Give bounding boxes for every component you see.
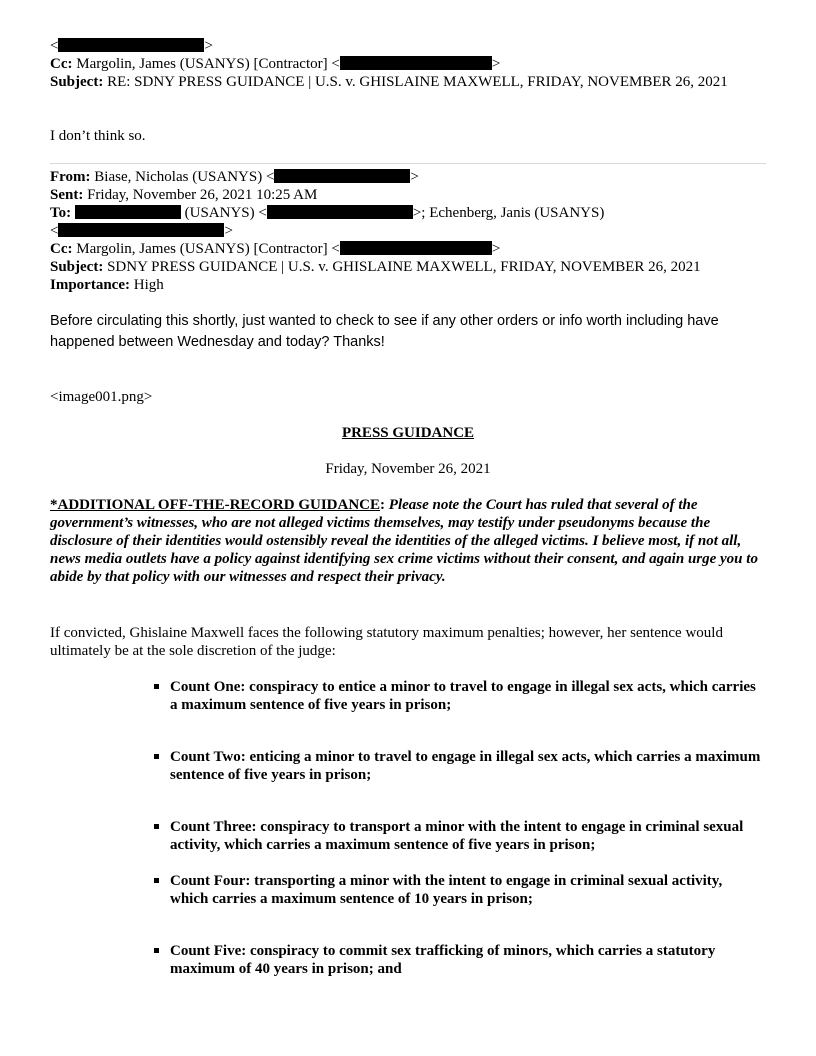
subject-label: Subject:: [50, 259, 104, 275]
off-the-record-guidance: *ADDITIONAL OFF-THE-RECORD GUIDANCE: Please note the Court has ruled that several of the government’s witnesses, who are not alleged victims themselves, may testify under pseudonyms because the disclosure of their identities would ostensibly reveal the identities of the alleged victims. I believe most, if not all, news media outlets have a policy against identifying sex crime victims without their consent, and again urge you to abide by that policy with our witnesses and respect their privacy.: [50, 497, 758, 585]
otr-label: *ADDITIONAL OFF-THE-RECORD GUIDANCE: [50, 497, 381, 513]
body-text: Before circulating this shortly, just wanted to check to see if any other orders or info worth including have happened between Wednesday and today? Thanks!: [50, 313, 719, 350]
bullet-icon: [154, 684, 159, 689]
cc-line: Cc: Margolin, James (USANYS) [Contractor] < >: [50, 56, 501, 72]
counts-list: [152, 678, 764, 714]
counts-list: [152, 872, 764, 908]
from-label: From:: [50, 169, 91, 185]
redaction-block: [274, 169, 410, 183]
otr-text: Please note the Court has ruled that several of the government’s witnesses, who are not alleged victims themselves, may testify under pseudonyms because the disclosure of their identities would ostensibly reveal the identities of the alleged victims. I believe most, if not all, news media outlets have a policy against identifying sex crime victims without their consent, and again urge you to abide by that policy with our witnesses and respect their privacy.: [50, 497, 758, 585]
cc-label: Cc:: [50, 56, 73, 72]
to-line: [50, 204, 766, 222]
redaction-block: [58, 223, 224, 237]
list-item: Count One: conspiracy to entice a minor to travel to engage in illegal sex acts, which carries a maximum sentence of five years in prison;: [152, 678, 764, 714]
bullet-icon: [154, 824, 159, 829]
counts-list: [152, 818, 764, 854]
guidance-date: Friday, November 26, 2021: [325, 461, 491, 477]
counts-list: [152, 748, 764, 784]
recipient-continuation: < >: [50, 38, 213, 54]
to-label: To:: [50, 205, 72, 221]
list-item: Count Three: conspiracy to transport a minor with the intent to engage in criminal sexual activity, which carries a maximum sentence of five years in prison;: [152, 818, 764, 854]
cc-name: Margolin, James (USANYS) [Contractor] <: [76, 56, 340, 72]
from-name: Biase, Nicholas (USANYS) <: [94, 169, 275, 185]
sent-line: [50, 186, 766, 204]
redaction-block: [58, 38, 204, 52]
list-item: Count Five: conspiracy to commit sex trafficking of minors, which carries a statutory maximum of 40 years in prison; and: [152, 942, 764, 978]
subject-text: SDNY PRESS GUIDANCE | U.S. v. GHISLAINE MAXWELL, FRIDAY, NOVEMBER 26, 2021: [107, 259, 701, 275]
to-continuation: < >: [50, 223, 233, 239]
redaction-block: [267, 205, 413, 219]
reply-text: I don’t think so.: [50, 128, 146, 144]
redaction-block: [340, 241, 492, 255]
guidance-title: PRESS GUIDANCE: [341, 425, 475, 441]
importance-label: Importance:: [50, 277, 130, 293]
from-line: From: Biase, Nicholas (USANYS) < >: [50, 169, 419, 185]
sent-label: Sent:: [50, 187, 84, 203]
redaction-block: [340, 56, 492, 70]
list-item: Count Four: transporting a minor with the intent to engage in criminal sexual activity, which carries a maximum sentence of 10 years in prison;: [152, 872, 764, 908]
subject-line: [50, 73, 766, 91]
importance-value: High: [133, 277, 164, 293]
subject-text: RE: SDNY PRESS GUIDANCE | U.S. v. GHISLAINE MAXWELL, FRIDAY, NOVEMBER 26, 2021: [107, 74, 728, 90]
to-rest: >; Echenberg, Janis (USANYS): [412, 205, 605, 221]
penalties-intro: If convicted, Ghislaine Maxwell faces the following statutory maximum penalties; however, her sentence would ultimately be at the sole discretion of the judge:: [50, 625, 723, 659]
redaction-block: [75, 205, 181, 219]
importance-line: [50, 276, 766, 294]
cc-name: Margolin, James (USANYS) [Contractor] <: [76, 241, 340, 257]
bullet-icon: [154, 948, 159, 953]
subject-line-original: [50, 258, 766, 276]
cc-line-original: Cc: Margolin, James (USANYS) [Contractor] < >: [50, 241, 501, 257]
list-item: Count Two: enticing a minor to travel to engage in illegal sex acts, which carries a maximum sentence of five years in prison;: [152, 748, 764, 784]
sent-value: Friday, November 26, 2021 10:25 AM: [87, 187, 318, 203]
email-header-reply: [50, 37, 766, 91]
counts-list: [152, 942, 764, 978]
message-divider: [50, 163, 766, 164]
attachment-placeholder: <image001.png>: [50, 389, 153, 405]
email-header-original: [50, 168, 766, 294]
bullet-icon: [154, 754, 159, 759]
to-mid: (USANYS) <: [184, 205, 267, 221]
cc-label: Cc:: [50, 241, 73, 257]
subject-label: Subject:: [50, 74, 104, 90]
bullet-icon: [154, 878, 159, 883]
